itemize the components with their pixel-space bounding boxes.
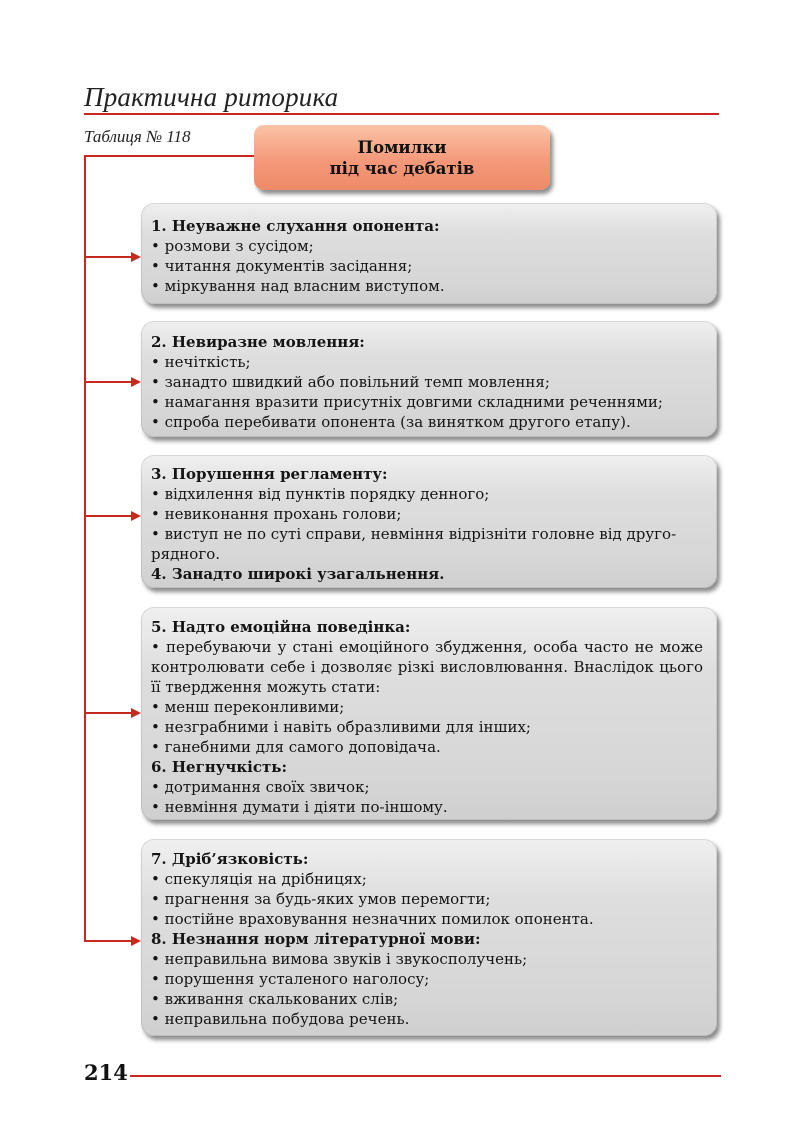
section-title: Практична риторика [84, 82, 339, 112]
box-5-heading: 7. Дріб’язковість: [151, 850, 309, 868]
box-4-subheading: 6. Негнучкість: [151, 758, 288, 776]
box-3-item: • виступ не по суті справи, невміння відрізніти головне від друго- [151, 525, 677, 543]
box-5-item: • постійне враховування незначних помилок опонента. [151, 910, 594, 928]
box-1-heading: 1. Неуважне слухання опонента: [151, 217, 440, 235]
box-1-item: • міркування над власним виступом. [151, 277, 445, 295]
box-5-item: • порушення усталеного наголосу; [151, 970, 430, 988]
header-line-2: під час дебатів [329, 158, 475, 178]
box-3-heading: 3. Порушення регламенту: [151, 465, 388, 483]
box-5-subheading: 8. Незнання норм літературної мови: [151, 930, 481, 948]
box-5-item: • неправильна побудова речень. [151, 1010, 410, 1028]
arrow-2-line [84, 381, 132, 383]
box-5-item: • неправильна вимова звуків і звукосполучень; [151, 950, 528, 968]
arrow-2-head [131, 377, 141, 387]
box-2-item: • нечіткість; [151, 353, 251, 371]
header-line-1: Помилки [357, 137, 447, 157]
box-2-item: • спроба перебивати опонента (за винятком другого етапу). [151, 413, 631, 431]
box-5-item: • прагнення за будь-яких умов перемогти; [151, 890, 491, 908]
bottom-rule [130, 1075, 721, 1077]
error-box-2 [141, 321, 717, 437]
error-box-1 [141, 203, 717, 304]
box-3-item-continued: рядного. [151, 545, 220, 563]
box-3-subheading: 4. Занадто широкі узагальнення. [151, 565, 445, 583]
box-1-item: • читання документів засідання; [151, 257, 413, 275]
box-4-item: • дотримання своїх звичок; [151, 778, 370, 796]
box-5-item: • спекуляція на дрібницях; [151, 870, 367, 888]
arrow-5-head [131, 936, 141, 946]
connector-top-horizontal [84, 155, 254, 157]
box-3-item: • відхилення від пунктів порядку денного; [151, 485, 490, 503]
diagram-header-box [254, 125, 550, 190]
box-4-item: • ганебними для самого доповідача. [151, 738, 441, 756]
arrow-1-head [131, 252, 141, 262]
table-label: Таблиця № 118 [84, 127, 191, 146]
page-number: 214 [84, 1060, 128, 1085]
error-box-4 [141, 607, 717, 820]
arrow-3-line [84, 515, 132, 517]
error-box-5 [141, 839, 717, 1036]
box-4-paragraph: • перебуваючи у стані емоційного збудження, особа часто не може контролювати себе і дозволяє різкі висловлювання. Внаслідок цього її твердження можуть стати: [151, 638, 703, 696]
box-3-item: • невиконання прохань голови; [151, 505, 402, 523]
top-rule [84, 113, 719, 115]
connector-vertical [84, 155, 86, 941]
box-4-item: • незграбними і навіть образливими для інших; [151, 718, 531, 736]
arrow-5-line [84, 940, 132, 942]
box-4-heading: 5. Надто емоційна поведінка: [151, 618, 411, 636]
box-4-item: • менш переконливими; [151, 698, 345, 716]
box-2-item: • намагання вразити присутніх довгими складними реченнями; [151, 393, 663, 411]
box-4-item: • невміння думати і діяти по-іншому. [151, 798, 448, 816]
arrow-3-head [131, 511, 141, 521]
arrow-4-line [84, 712, 132, 714]
box-2-item: • занадто швидкий або повільний темп мовлення; [151, 373, 550, 391]
arrow-1-line [84, 256, 132, 258]
box-5-item: • вживання скалькованих слів; [151, 990, 399, 1008]
error-box-3 [141, 455, 717, 588]
arrow-4-head [131, 708, 141, 718]
box-1-item: • розмови з сусідом; [151, 237, 314, 255]
box-2-heading: 2. Невиразне мовлення: [151, 333, 365, 351]
